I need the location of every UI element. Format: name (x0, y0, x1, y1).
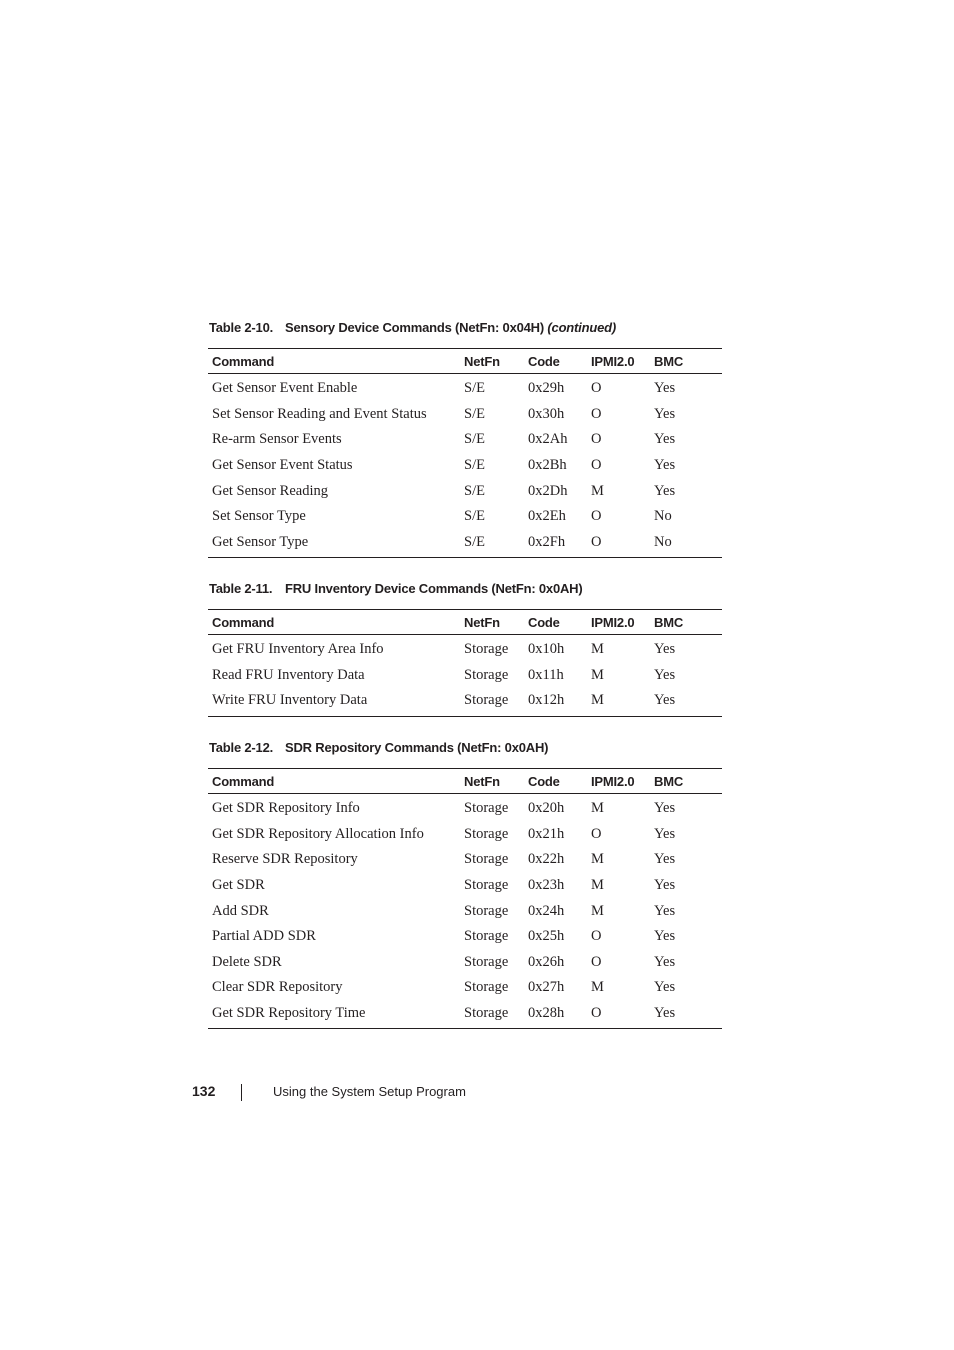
cell-netfn: S/E (464, 380, 485, 397)
cell-command: Get SDR Repository Info (212, 800, 360, 817)
cell-ipmi: O (591, 1005, 602, 1022)
table-row (208, 794, 722, 822)
cell-bmc: No (654, 533, 672, 550)
table-row (208, 427, 722, 453)
cell-code: 0x21h (528, 825, 565, 842)
cell-ipmi: M (591, 666, 604, 683)
cell-command: Add SDR (212, 902, 269, 919)
cell-command: Get SDR Repository Time (212, 1005, 366, 1022)
cell-bmc: Yes (654, 431, 676, 448)
cell-ipmi: O (591, 380, 602, 397)
footer-divider (241, 1084, 242, 1101)
cell-netfn: S/E (464, 431, 485, 448)
header-netfn: NetFn (464, 614, 500, 630)
cell-bmc: Yes (654, 825, 676, 842)
cell-code: 0x29h (528, 380, 565, 397)
table-row (208, 688, 722, 716)
cell-bmc: Yes (654, 380, 676, 397)
cell-command: Get Sensor Event Status (212, 457, 353, 474)
cell-ipmi: M (591, 800, 604, 817)
cell-netfn: S/E (464, 482, 485, 499)
table-number: Table 2-11. (209, 581, 273, 596)
cell-bmc: Yes (654, 928, 676, 945)
cell-ipmi: O (591, 533, 602, 550)
cell-netfn: Storage (464, 928, 509, 945)
cell-code: 0x23h (528, 877, 565, 894)
cell-code: 0x2Fh (528, 533, 566, 550)
header-ipmi: IPMI2.0 (591, 353, 635, 369)
cell-command: Reserve SDR Repository (212, 851, 358, 868)
header-bmc: BMC (654, 614, 684, 630)
table-row (208, 453, 722, 479)
cell-netfn: Storage (464, 851, 509, 868)
cell-code: 0x12h (528, 692, 565, 709)
cell-netfn: Storage (464, 666, 509, 683)
table-header (208, 769, 722, 794)
cell-command: Partial ADD SDR (212, 928, 316, 945)
section-title: Using the System Setup Program (273, 1084, 466, 1099)
cell-bmc: Yes (654, 405, 676, 422)
table-row (208, 924, 722, 950)
header-ipmi: IPMI2.0 (591, 773, 635, 789)
cell-netfn: S/E (464, 533, 485, 550)
table-header (208, 349, 722, 374)
cell-code: 0x24h (528, 902, 565, 919)
cell-netfn: Storage (464, 1005, 509, 1022)
cell-command: Write FRU Inventory Data (212, 692, 368, 709)
table-body (208, 794, 722, 1029)
cell-ipmi: O (591, 825, 602, 842)
cell-command: Set Sensor Type (212, 508, 306, 525)
table-row (208, 898, 722, 924)
table-row (208, 822, 722, 848)
cell-ipmi: M (591, 877, 604, 894)
table-caption (209, 740, 548, 755)
cell-bmc: Yes (654, 979, 676, 996)
cell-ipmi: O (591, 405, 602, 422)
cell-netfn: Storage (464, 902, 509, 919)
cell-ipmi: O (591, 928, 602, 945)
header-command: Command (212, 614, 275, 630)
header-ipmi: IPMI2.0 (591, 614, 635, 630)
cell-ipmi: M (591, 692, 604, 709)
cell-ipmi: O (591, 953, 602, 970)
table-caption (209, 581, 582, 596)
cell-command: Get SDR (212, 877, 265, 894)
table-row (208, 1001, 722, 1029)
page-number: 132 (192, 1083, 216, 1099)
table-row (208, 873, 722, 899)
cell-command: Get SDR Repository Allocation Info (212, 825, 424, 842)
sdr-repository-commands-table (208, 768, 722, 1029)
cell-command: Read FRU Inventory Data (212, 666, 365, 683)
table-number: Table 2-10. (209, 320, 274, 335)
cell-bmc: Yes (654, 800, 676, 817)
cell-code: 0x26h (528, 953, 565, 970)
header-command: Command (212, 353, 275, 369)
cell-bmc: No (654, 508, 672, 525)
cell-ipmi: O (591, 457, 602, 474)
cell-ipmi: M (591, 902, 604, 919)
cell-netfn: Storage (464, 800, 509, 817)
cell-command: Get Sensor Reading (212, 482, 328, 499)
header-netfn: NetFn (464, 353, 500, 369)
cell-netfn: Storage (464, 877, 509, 894)
cell-code: 0x2Dh (528, 482, 568, 499)
cell-netfn: Storage (464, 825, 509, 842)
header-command: Command (212, 773, 275, 789)
cell-code: 0x11h (528, 666, 564, 683)
table-row (208, 663, 722, 689)
table-body (208, 635, 722, 717)
sensory-device-commands-table (208, 348, 722, 558)
table-title: FRU Inventory Device Commands (NetFn: 0x0AH) (285, 581, 583, 596)
cell-bmc: Yes (654, 902, 676, 919)
cell-bmc: Yes (654, 666, 676, 683)
cell-bmc: Yes (654, 877, 676, 894)
header-code: Code (528, 773, 560, 789)
table-row (208, 504, 722, 530)
table-row (208, 975, 722, 1001)
table-row (208, 478, 722, 504)
cell-ipmi: O (591, 508, 602, 525)
cell-command: Get Sensor Type (212, 533, 309, 550)
table-body (208, 374, 722, 558)
table-caption (209, 320, 616, 335)
cell-code: 0x2Bh (528, 457, 567, 474)
table-row (208, 530, 722, 558)
cell-command: Delete SDR (212, 953, 282, 970)
table-row (208, 402, 722, 428)
header-bmc: BMC (654, 773, 684, 789)
header-code: Code (528, 353, 560, 369)
cell-command: Clear SDR Repository (212, 979, 343, 996)
table-row (208, 635, 722, 663)
cell-netfn: S/E (464, 508, 485, 525)
cell-ipmi: M (591, 851, 604, 868)
cell-ipmi: M (591, 482, 604, 499)
table-row (208, 950, 722, 976)
cell-code: 0x25h (528, 928, 565, 945)
table-title: Sensory Device Commands (NetFn: 0x04H) (285, 320, 544, 335)
cell-bmc: Yes (654, 457, 676, 474)
cell-code: 0x27h (528, 979, 565, 996)
cell-code: 0x2Ah (528, 431, 568, 448)
cell-netfn: Storage (464, 692, 509, 709)
table-number: Table 2-12. (209, 740, 274, 755)
cell-netfn: Storage (464, 979, 509, 996)
cell-ipmi: M (591, 641, 604, 658)
cell-code: 0x2Eh (528, 508, 566, 525)
cell-bmc: Yes (654, 1005, 676, 1022)
cell-netfn: Storage (464, 953, 509, 970)
table-row (208, 374, 722, 402)
cell-code: 0x20h (528, 800, 565, 817)
cell-netfn: S/E (464, 405, 485, 422)
table-continued: (continued) (547, 320, 616, 335)
cell-code: 0x10h (528, 641, 565, 658)
cell-command: Get FRU Inventory Area Info (212, 641, 384, 658)
cell-ipmi: M (591, 979, 604, 996)
cell-command: Set Sensor Reading and Event Status (212, 405, 427, 422)
table-header (208, 610, 722, 635)
fru-inventory-commands-table (208, 609, 722, 717)
cell-ipmi: O (591, 431, 602, 448)
header-netfn: NetFn (464, 773, 500, 789)
header-code: Code (528, 614, 560, 630)
cell-code: 0x28h (528, 1005, 565, 1022)
cell-netfn: Storage (464, 641, 509, 658)
cell-command: Re-arm Sensor Events (212, 431, 342, 448)
table-row (208, 847, 722, 873)
cell-command: Get Sensor Event Enable (212, 380, 358, 397)
cell-bmc: Yes (654, 851, 676, 868)
cell-code: 0x30h (528, 405, 565, 422)
cell-bmc: Yes (654, 692, 676, 709)
cell-code: 0x22h (528, 851, 565, 868)
cell-bmc: Yes (654, 953, 676, 970)
cell-bmc: Yes (654, 641, 676, 658)
cell-bmc: Yes (654, 482, 676, 499)
cell-netfn: S/E (464, 457, 485, 474)
table-title: SDR Repository Commands (NetFn: 0x0AH) (285, 740, 549, 755)
header-bmc: BMC (654, 353, 684, 369)
